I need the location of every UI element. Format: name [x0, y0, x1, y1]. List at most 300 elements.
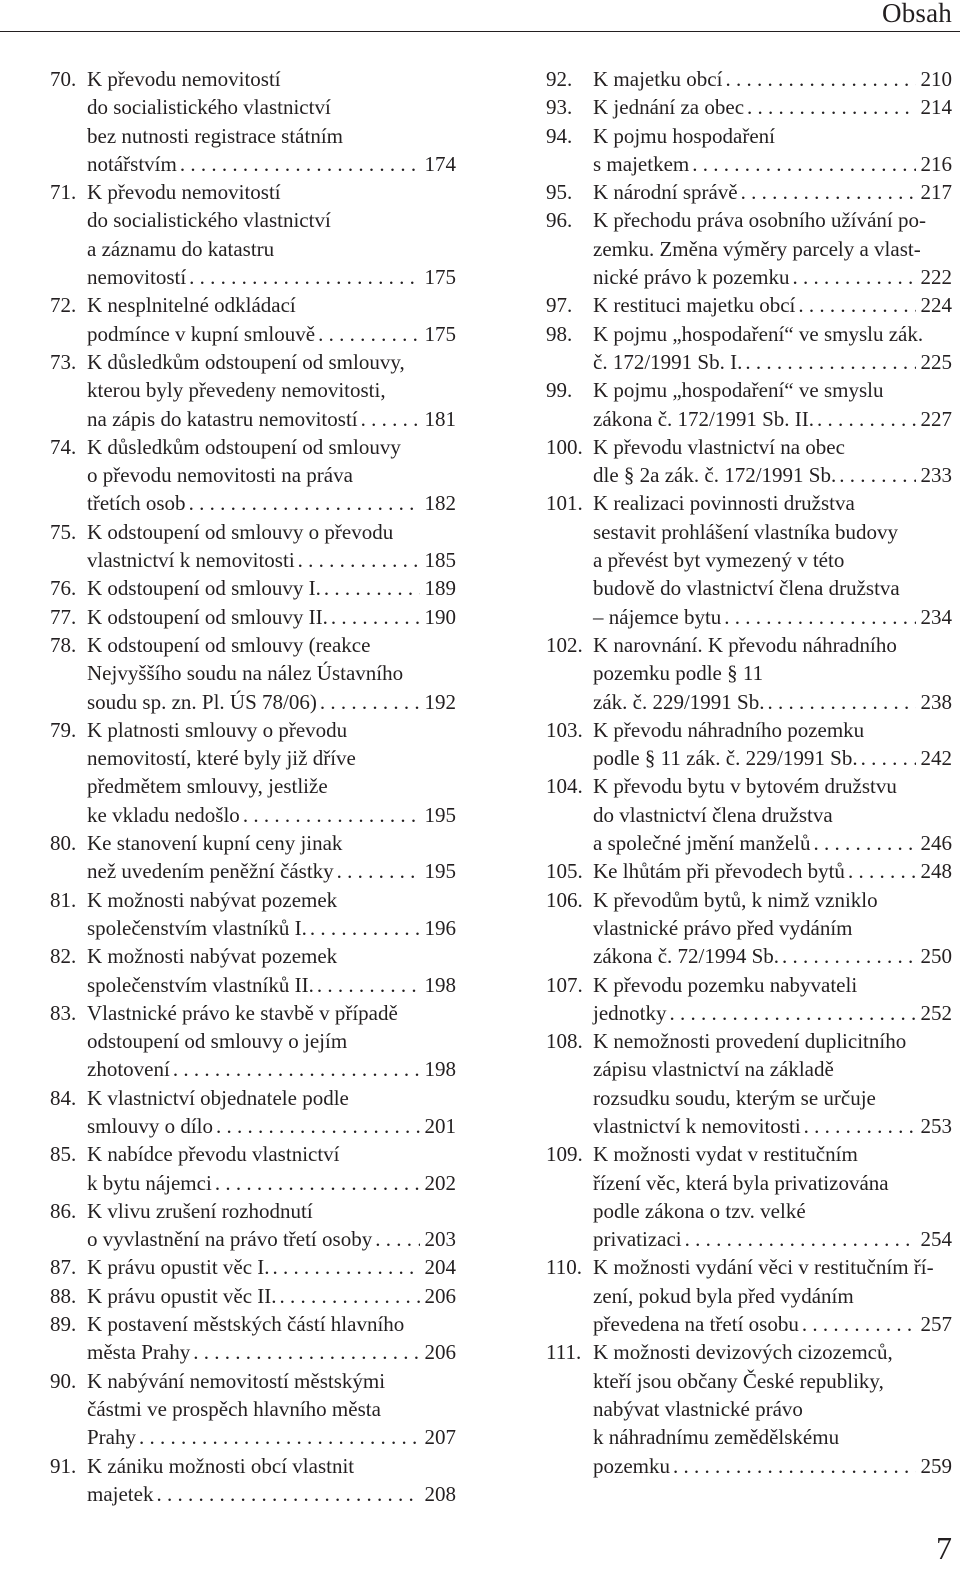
- toc-entry-last-line: [593, 829, 952, 857]
- toc-entry-page: 248: [920, 859, 952, 884]
- toc-entry[interactable]: [546, 65, 952, 93]
- toc-entry-number: 70.: [50, 67, 77, 91]
- toc-entry-number: 74.: [50, 434, 77, 459]
- toc-entry[interactable]: [50, 574, 456, 602]
- dot-leader: [782, 942, 915, 970]
- toc-entry-last-line: [593, 1452, 952, 1480]
- toc-entry-title-line: o převodu nemovitosti na práva: [87, 463, 353, 488]
- toc-entry-title-line: pozemku podle § 11: [593, 661, 764, 686]
- toc-entry-title-line: třetích osob: [87, 491, 186, 516]
- toc-entry-title-line: K převodu vlastnictví na obec: [593, 434, 845, 459]
- toc-entry-last-line: [87, 857, 456, 885]
- toc-entry-page: 259: [920, 1453, 952, 1478]
- toc-entry-title-line: smlouvy o dílo: [87, 1113, 214, 1138]
- toc-entry-number: 109.: [546, 1142, 583, 1167]
- toc-entry-title-line: než uvedením peněžní částky: [87, 859, 334, 884]
- toc-entry-title-line: na zápis do katastru nemovitostí: [87, 406, 358, 431]
- toc-entry-title-line: k bytu nájemci: [87, 1170, 212, 1195]
- dot-leader: [793, 263, 916, 291]
- toc-entry[interactable]: [50, 1452, 456, 1509]
- toc-entry-last-line: [593, 1225, 952, 1253]
- toc-entry-page: 224: [920, 293, 952, 318]
- toc-entry-body: [593, 1253, 952, 1338]
- toc-entry-title-line: ke vkladu nedošlo: [87, 802, 240, 827]
- toc-entry-title-line: pozemku: [593, 1453, 670, 1478]
- toc-entry-title-line: K restituci majetku obcí: [593, 293, 796, 318]
- toc-entry-title-line: nemovitostí: [87, 265, 187, 290]
- toc-entry-page: 206: [424, 1283, 456, 1308]
- toc-entry[interactable]: [50, 433, 456, 518]
- dot-leader: [337, 857, 420, 885]
- toc-entry-title-line: o vyvlastnění na právo třetí osoby: [87, 1227, 373, 1252]
- toc-entry-number: 84.: [50, 1085, 77, 1110]
- toc-entry-title-line: majetek: [87, 1481, 154, 1506]
- dot-leader: [725, 65, 915, 93]
- toc-entry-page: 210: [920, 67, 952, 91]
- toc-entry[interactable]: [50, 603, 456, 631]
- toc-entry-last-line: [593, 688, 952, 716]
- toc-entry-page: 234: [920, 604, 952, 629]
- toc-entry-body: [87, 1367, 456, 1452]
- dot-leader: [298, 546, 420, 574]
- toc-entry-body: [593, 178, 952, 206]
- toc-entry-title-line: č. 172/1991 Sb. I.: [593, 349, 743, 374]
- toc-entry-number: 90.: [50, 1368, 77, 1393]
- toc-entry-body: [593, 433, 952, 490]
- toc-entry-last-line: [87, 1282, 456, 1310]
- toc-entry-last-line: [87, 1169, 456, 1197]
- toc-entry-number: 83.: [50, 1000, 77, 1025]
- toc-entry[interactable]: [50, 348, 456, 433]
- toc-entry[interactable]: [546, 1253, 952, 1338]
- toc-entry[interactable]: [546, 178, 952, 206]
- toc-entry-body: [87, 178, 456, 291]
- toc-entry-title-line: kterou byly převedeny nemovitosti,: [87, 378, 386, 403]
- toc-entry-number: 104.: [546, 774, 583, 799]
- toc-entry[interactable]: [50, 1253, 456, 1281]
- toc-entry-page: 192: [424, 689, 456, 714]
- toc-entry-number: 101.: [546, 491, 583, 516]
- dot-leader: [320, 688, 420, 716]
- toc-entry[interactable]: [50, 1197, 456, 1254]
- toc-entry-last-line: [87, 320, 456, 348]
- dot-leader: [317, 971, 420, 999]
- toc-entry-title-line: Nejvyššího soudu na nález Ústavního: [87, 661, 404, 686]
- dot-leader: [139, 1423, 420, 1451]
- toc-entry-title-line: vlastnictví k nemovitosti: [593, 1113, 801, 1138]
- toc-entry[interactable]: [50, 886, 456, 943]
- toc-entry-number: 87.: [50, 1255, 77, 1280]
- toc-entry-title-line: K jednání za obec: [593, 95, 745, 120]
- toc-entry-last-line: [87, 574, 456, 602]
- toc-entry-body: [593, 489, 952, 630]
- toc-entry-page: 250: [920, 944, 952, 969]
- toc-entry-page: 198: [424, 972, 456, 997]
- toc-entry-page: 206: [424, 1340, 456, 1365]
- toc-entry-page: 242: [920, 746, 952, 771]
- toc-entry-page: 254: [920, 1227, 952, 1252]
- toc-entry-title-line: K důsledkům odstoupení od smlouvy,: [87, 349, 405, 374]
- toc-entry-body: [87, 1452, 456, 1509]
- toc-entry-title-line: společenstvím vlastníků I.: [87, 915, 307, 940]
- toc-entry-title-line: zákona č. 172/1991 Sb. II.: [593, 406, 815, 431]
- toc-entry-title-line: Vlastnické právo ke stavbě v případě: [87, 1000, 398, 1025]
- toc-entry-title-line: jednotky: [593, 1000, 667, 1025]
- toc-entry-number: 86.: [50, 1198, 77, 1223]
- toc-entry-number: 91.: [50, 1453, 77, 1478]
- toc-entry[interactable]: [50, 518, 456, 575]
- toc-entry-title-line: K nesplnitelné odkládací: [87, 293, 296, 318]
- toc-entry-number: 103.: [546, 717, 583, 742]
- toc-entry-title-line: nemovitostí, které byly již dříve: [87, 746, 356, 771]
- toc-entry-last-line: [87, 405, 456, 433]
- toc-entry-body: [593, 1140, 952, 1253]
- toc-entry-number: 111.: [546, 1340, 582, 1365]
- dot-leader: [692, 150, 915, 178]
- dot-leader: [861, 744, 916, 772]
- toc-entry-title-line: K odstoupení od smlouvy o převodu: [87, 519, 394, 544]
- toc-entry[interactable]: [546, 93, 952, 121]
- toc-entry[interactable]: [546, 1027, 952, 1140]
- toc-entry-number: 94.: [546, 123, 573, 148]
- toc-entry-last-line: [87, 489, 456, 517]
- toc-entry-number: 79.: [50, 717, 77, 742]
- toc-entry[interactable]: [50, 999, 456, 1084]
- toc-entry-last-line: [593, 405, 952, 433]
- toc-entry-last-line: [87, 1423, 456, 1451]
- toc-entry-last-line: [593, 603, 952, 631]
- toc-entry-title-line: nické právo k pozemku: [593, 265, 790, 290]
- toc-entry-body: [87, 603, 456, 631]
- toc-entry-last-line: [87, 914, 456, 942]
- toc-entry[interactable]: [50, 291, 456, 348]
- toc-entry-page: 225: [920, 349, 952, 374]
- dot-leader: [331, 603, 420, 631]
- toc-entry-body: [593, 772, 952, 857]
- toc-entry-title-line: K narovnání. K převodu náhradního: [593, 632, 897, 657]
- toc-entry-number: 81.: [50, 887, 77, 912]
- toc-entry-title-line: a záznamu do katastru: [87, 236, 275, 261]
- toc-entry-page: 257: [920, 1312, 952, 1337]
- toc-entry-page: 174: [424, 151, 456, 176]
- toc-entry-page: 202: [424, 1170, 456, 1195]
- dot-leader: [193, 1338, 419, 1366]
- toc-entry-title-line: K právu opustit věc I.: [87, 1255, 270, 1280]
- toc-entry-title-line: Prahy: [87, 1425, 136, 1450]
- dot-leader: [685, 1225, 916, 1253]
- toc-entry-number: 105.: [546, 859, 583, 884]
- toc-entry-title-line: zápisu vlastnictví na základě: [593, 1057, 834, 1082]
- toc-entry-body: [87, 518, 456, 575]
- toc-entry-number: 110.: [546, 1255, 582, 1280]
- toc-entry-title-line: K převodu pozemku nabyvateli: [593, 972, 858, 997]
- toc-entry-body: [87, 291, 456, 348]
- toc-entry-number: 102.: [546, 632, 583, 657]
- toc-entry-body: [87, 942, 456, 999]
- toc-entry-last-line: [87, 1055, 456, 1083]
- toc-entry-body: [593, 65, 952, 93]
- toc-entry[interactable]: [50, 829, 456, 886]
- toc-entry-body: [593, 320, 952, 377]
- dot-leader: [673, 1452, 916, 1480]
- toc-entry-title-line: zení, pokud byla před vydáním: [593, 1283, 854, 1308]
- toc-entry-number: 76.: [50, 576, 77, 601]
- toc-entry-title-line: zhotovení: [87, 1057, 170, 1082]
- toc-entry-title-line: a společné jmění manželů: [593, 831, 811, 856]
- toc-entry-title-line: Ke stanovení kupní ceny jinak: [87, 831, 343, 856]
- dot-leader: [361, 405, 420, 433]
- toc-entry-page: 201: [424, 1113, 456, 1138]
- dot-leader: [173, 1055, 420, 1083]
- toc-entry-body: [87, 1084, 456, 1141]
- toc-entry-number: 98.: [546, 321, 573, 346]
- toc-entry-last-line: [593, 348, 952, 376]
- toc-entry-body: [593, 716, 952, 773]
- toc-entry[interactable]: [546, 433, 952, 490]
- dot-leader: [724, 603, 915, 631]
- toc-entry-body: [87, 1253, 456, 1281]
- toc-entry[interactable]: [50, 631, 456, 716]
- toc-entry-title-line: zemku. Změna výměry parcely a vlast-: [593, 236, 921, 261]
- toc-entry[interactable]: [50, 1282, 456, 1310]
- toc-entry-number: 82.: [50, 944, 77, 969]
- toc-entry-page: 217: [920, 180, 952, 205]
- dot-leader: [189, 489, 420, 517]
- toc-entry-last-line: [593, 150, 952, 178]
- toc-entry-title-line: podle § 11 zák. č. 229/1991 Sb.: [593, 746, 858, 771]
- toc-entry-last-line: [593, 1112, 952, 1140]
- toc-entry[interactable]: [546, 857, 952, 885]
- page-number: 7: [936, 1530, 952, 1566]
- toc-entry-last-line: [593, 65, 952, 93]
- toc-entry[interactable]: [50, 1084, 456, 1141]
- toc-right-column: [546, 65, 952, 1480]
- toc-entry[interactable]: [546, 489, 952, 630]
- toc-entry-body: [593, 631, 952, 716]
- toc-entry[interactable]: [50, 716, 456, 829]
- dot-leader: [318, 320, 419, 348]
- toc-entry[interactable]: [546, 122, 952, 179]
- toc-entry-last-line: [593, 999, 952, 1027]
- toc-entry-page: 252: [920, 1000, 952, 1025]
- toc-entry-title-line: K postavení městských částí hlavního: [87, 1312, 405, 1337]
- toc-entry[interactable]: [546, 772, 952, 857]
- toc-entry[interactable]: [546, 320, 952, 377]
- dot-leader: [216, 1112, 419, 1140]
- toc-entry-body: [593, 93, 952, 121]
- toc-entry-title-line: částmi ve prospěch hlavního města: [87, 1396, 381, 1421]
- toc-entry-title-line: převedena na třetí osobu: [593, 1312, 799, 1337]
- toc-entry-body: [593, 886, 952, 971]
- toc-entry[interactable]: [546, 1140, 952, 1253]
- dot-leader: [745, 348, 915, 376]
- toc-left-column: [50, 65, 456, 1508]
- toc-entry[interactable]: [546, 971, 952, 1028]
- toc-entry-title-line: kteří jsou občany České republiky,: [593, 1368, 884, 1393]
- dot-leader: [839, 461, 915, 489]
- toc-entry-last-line: [87, 150, 456, 178]
- toc-entry[interactable]: [50, 942, 456, 999]
- toc-entry-number: 73.: [50, 349, 77, 374]
- toc-entry-page: 190: [424, 604, 456, 629]
- toc-entry[interactable]: [546, 376, 952, 433]
- toc-entry-body: [87, 348, 456, 433]
- toc-entry-title-line: K národní správě: [593, 180, 738, 205]
- toc-entry-title-line: soudu sp. zn. Pl. ÚS 78/06): [87, 689, 317, 714]
- toc-entry-last-line: [87, 1338, 456, 1366]
- toc-entry-title-line: K možnosti nabývat pozemek: [87, 887, 338, 912]
- toc-entry-body: [593, 971, 952, 1028]
- toc-entry-title-line: Ke lhůtám při převodech bytů: [593, 859, 845, 884]
- toc-entry-body: [593, 122, 952, 179]
- toc-entry-last-line: [87, 688, 456, 716]
- toc-entry-last-line: [87, 1112, 456, 1140]
- toc-entry-title-line: předmětem smlouvy, jestliže: [87, 774, 328, 799]
- dot-leader: [375, 1225, 419, 1253]
- toc-entry[interactable]: [50, 178, 456, 291]
- dot-leader: [798, 291, 915, 319]
- toc-entry-title-line: K převodům bytů, k nimž vzniklo: [593, 887, 878, 912]
- toc-entry-last-line: [593, 857, 952, 885]
- dot-leader: [848, 857, 916, 885]
- toc-entry-number: 85.: [50, 1142, 77, 1167]
- toc-entry-title-line: dle § 2a zák. č. 172/1991 Sb.: [593, 463, 837, 488]
- toc-entry-number: 72.: [50, 293, 77, 318]
- toc-entry-body: [87, 886, 456, 943]
- toc-entry-title-line: K převodu bytu v bytovém družstvu: [593, 774, 897, 799]
- toc-entry-body: [87, 1310, 456, 1367]
- toc-entry-last-line: [593, 744, 952, 772]
- toc-entry-last-line: [593, 1310, 952, 1338]
- toc-entry-title-line: K důsledkům odstoupení od smlouvy: [87, 434, 401, 459]
- toc-entry-last-line: [87, 546, 456, 574]
- toc-entry-page: 227: [920, 406, 952, 431]
- toc-entry-number: 88.: [50, 1283, 77, 1308]
- toc-entry[interactable]: [50, 65, 456, 178]
- toc-entry-title-line: do socialistického vlastnictví: [87, 208, 331, 233]
- dot-leader: [180, 150, 420, 178]
- toc-entry-title-line: vlastnictví k nemovitosti: [87, 548, 295, 573]
- toc-entry-page: 198: [424, 1057, 456, 1082]
- toc-entry-title-line: K pojmu hospodaření: [593, 123, 775, 148]
- toc-entry-title-line: K majetku obcí: [593, 67, 723, 91]
- dot-leader: [324, 574, 420, 602]
- toc-entry-number: 89.: [50, 1312, 77, 1337]
- toc-entry-page: 233: [920, 463, 952, 488]
- toc-entry-page: 196: [424, 915, 456, 940]
- toc-entry-title-line: – nájemce bytu: [593, 604, 722, 629]
- dot-leader: [310, 914, 420, 942]
- toc-entry-title-line: K pojmu „hospodaření“ ve smyslu zák.: [593, 321, 924, 346]
- toc-entry[interactable]: [546, 631, 952, 716]
- dot-leader: [802, 1310, 916, 1338]
- toc-entry-last-line: [87, 263, 456, 291]
- toc-entry-page: 195: [424, 859, 456, 884]
- toc-entry-body: [87, 1140, 456, 1197]
- toc-entry[interactable]: [50, 1310, 456, 1367]
- toc-entry-title-line: privatizaci: [593, 1227, 682, 1252]
- toc-entry-last-line: [87, 1253, 456, 1281]
- toc-entry-page: 175: [424, 265, 456, 290]
- toc-entry-title-line: K vlastnictví objednatele podle: [87, 1085, 349, 1110]
- toc-entry-number: 99.: [546, 378, 573, 403]
- toc-entry[interactable]: [546, 1338, 952, 1479]
- toc-entry-page: 238: [920, 689, 952, 714]
- toc-entry-title-line: K nabývání nemovitostí městskými: [87, 1368, 386, 1393]
- toc-entry[interactable]: [546, 206, 952, 291]
- toc-entry-page: 222: [920, 265, 952, 290]
- toc-entry[interactable]: [50, 1367, 456, 1452]
- dot-leader: [670, 999, 916, 1027]
- toc-entry-title-line: nabývat vlastnické právo: [593, 1396, 803, 1421]
- toc-entry-number: 77.: [50, 604, 77, 629]
- toc-entry-title-line: K vlivu zrušení rozhodnutí: [87, 1198, 313, 1223]
- dot-leader: [747, 93, 915, 121]
- dot-leader: [817, 405, 915, 433]
- toc-entry-page: 208: [424, 1481, 456, 1506]
- toc-entry-title-line: zák. č. 229/1991 Sb.: [593, 689, 765, 714]
- dot-leader: [189, 263, 419, 291]
- toc-entry-body: [593, 291, 952, 319]
- toc-entry-title-line: města Prahy: [87, 1340, 191, 1365]
- toc-entry-title-line: K platnosti smlouvy o převodu: [87, 717, 348, 742]
- dot-leader: [215, 1169, 420, 1197]
- toc-entry-last-line: [87, 603, 456, 631]
- toc-entry[interactable]: [546, 716, 952, 773]
- toc-entry-body: [87, 631, 456, 716]
- toc-entry-title-line: společenstvím vlastníků II.: [87, 972, 314, 997]
- toc-entry-body: [87, 1197, 456, 1254]
- toc-entry-page: 246: [920, 831, 952, 856]
- toc-entry-body: [87, 829, 456, 886]
- dot-leader: [814, 829, 916, 857]
- toc-entry-number: 100.: [546, 434, 583, 459]
- toc-entry-title-line: K přechodu práva osobního užívání po-: [593, 208, 926, 233]
- toc-entry-number: 106.: [546, 887, 583, 912]
- toc-entry-body: [87, 574, 456, 602]
- toc-entry-title-line: K převodu náhradního pozemku: [593, 717, 865, 742]
- toc-entry-title-line: vlastnické právo před vydáním: [593, 915, 853, 940]
- toc-entry-title-line: K odstoupení od smlouvy II.: [87, 604, 328, 629]
- toc-entry-body: [593, 857, 952, 885]
- toc-entry-body: [593, 206, 952, 291]
- toc-entry-body: [87, 999, 456, 1084]
- toc-entry-page: 195: [424, 802, 456, 827]
- toc-entry-body: [87, 1282, 456, 1310]
- toc-entry[interactable]: [50, 1140, 456, 1197]
- toc-entry-number: 80.: [50, 831, 77, 856]
- toc-entry[interactable]: [546, 886, 952, 971]
- toc-entry-body: [87, 433, 456, 518]
- toc-entry-number: 107.: [546, 972, 583, 997]
- toc-entry-title-line: K odstoupení od smlouvy I.: [87, 576, 321, 601]
- toc-entry-last-line: [593, 263, 952, 291]
- toc-entry-body: [593, 1027, 952, 1140]
- toc-entry-page: 214: [920, 95, 952, 120]
- dot-leader: [280, 1282, 420, 1310]
- toc-entry-number: 92.: [546, 67, 573, 91]
- toc-entry-last-line: [593, 942, 952, 970]
- toc-entry-page: 203: [424, 1227, 456, 1252]
- toc-entry-title-line: k náhradnímu zemědělskému: [593, 1425, 840, 1450]
- toc-entry-page: 181: [424, 406, 456, 431]
- dot-leader: [804, 1112, 916, 1140]
- toc-entry-title-line: podle zákona o tzv. velké: [593, 1198, 806, 1223]
- toc-entry-last-line: [87, 971, 456, 999]
- toc-entry-body: [593, 376, 952, 433]
- toc-entry-page: 175: [424, 321, 456, 346]
- toc-entry[interactable]: [546, 291, 952, 319]
